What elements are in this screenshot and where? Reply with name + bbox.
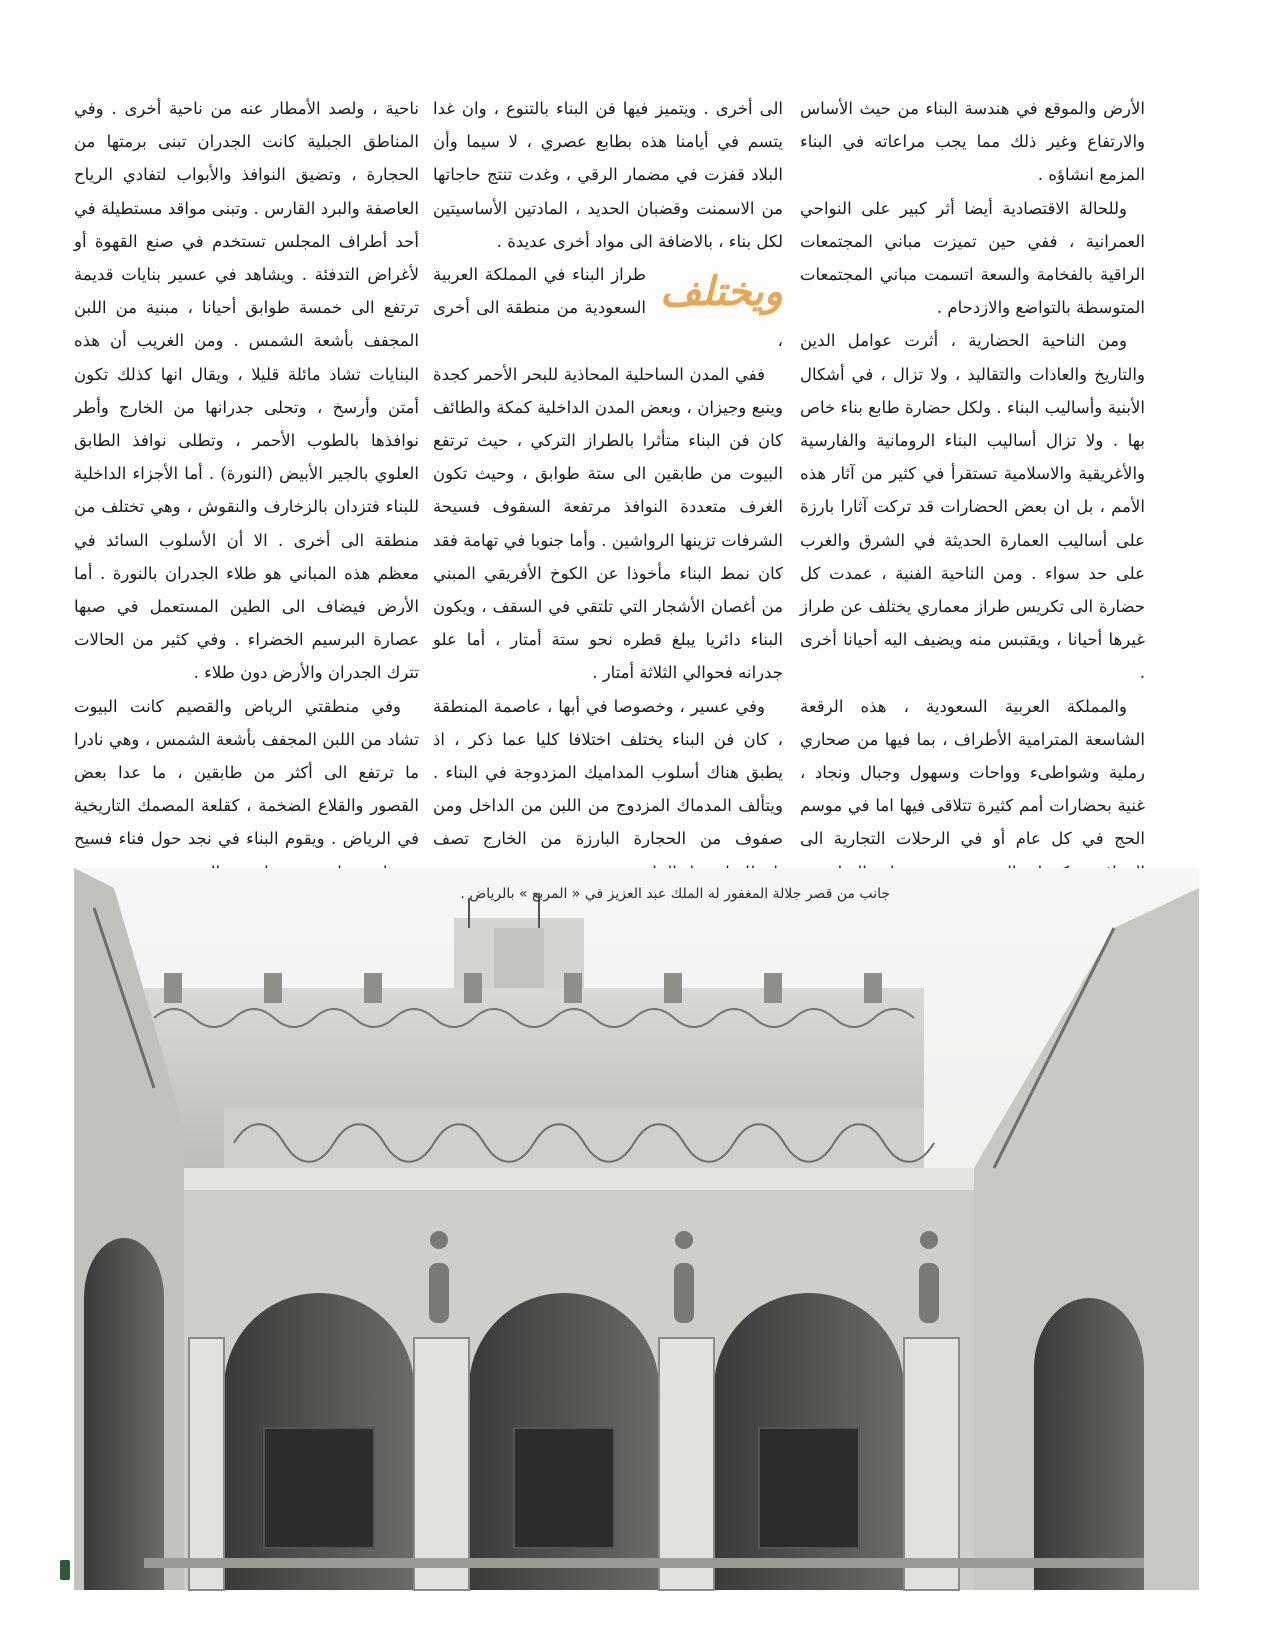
- lead-text: طراز البناء في المملكة العربية السعودية من منطقة الى أخرى ،: [433, 265, 783, 351]
- palace-courtyard-photo: [74, 868, 1199, 1590]
- text-column-right: [800, 92, 1145, 852]
- drop-word-heading: ويختلف: [660, 268, 783, 316]
- paragraph: ناحية ، ولصد الأمطار عنه من ناحية أخرى . وفي المناطق الجبلية كانت الجدران تبنى برمتها من الحجارة ، وتضيق النوافذ والأبواب لتفادي الرياح العاصفة والبرد القارس . وتبنى مواقد مستطيلة في أحد أطراف المجلس تستخدم في صنع القهوة أو لأغراض التدفئة . ويشاهد في عسير بنايات قديمة ترتفع الى خمسة طوابق أحيانا ، مبنية من اللبن المجفف بأشعة الشمس . ومن الغريب أن هذه البنايات تشاد مائلة قليلا ، ويقال انها كذلك تكون أمتن وأرسخ ، وتحلى جدرانها من الخارج وأطر نوافذها بالطوب الأحمر ، وتطلى نوافذ الطابق العلوي بالجير الأبيض (النورة) . أما الأجزاء الداخلية للبناء فتزدان بالزخارف والنقوش ، وهي تختلف من منطقة الى أخرى . الا أن الأسلوب السائد في معظم هذه المباني هو طلاء الجدران بالنورة . أما الأرض فيضاف الى الطين المستعمل في صبها عصارة البرسيم الخضراء . وفي كثير من الحالات تترك الجدران والأرض دون طلاء .: [74, 99, 419, 683]
- text-column-middle: [433, 92, 783, 852]
- paragraph: وفي منطقتي الرياض والقصيم كانت البيوت تشاد من اللبن المجفف بأشعة الشمس ، وهي نادرا ما ترتفع الى أكثر من طابقين ، ما عدا بعض القصور والقلاع الضخمة ، كقلعة المصمك التاريخية في الرياض . ويقوم البناء في نجد حول فناء فسيح: [74, 696, 419, 849]
- text-column-left: [74, 92, 419, 852]
- photo-illustration: [74, 868, 1199, 1590]
- photo-caption: جانب من قصر جلالة المغفور له الملك عبد العزيز في « المربع » بالرياض .: [460, 886, 890, 902]
- paragraph: وللحالة الاقتصادية أيضا أثر كبير على النواحي العمرانية ، ففي حين تميزت مباني المجتمعات الراقية بالفخامة والسعة اتسمت مباني المجتمعات المتوسطة بالتواضع والازدحام .: [800, 198, 1145, 318]
- paragraph: ففي المدن الساحلية المحاذية للبحر الأحمر كجدة وينبع وجيزان ، وبعض المدن الداخلية كمكة والطائف كان فن البناء متأثرا بالطراز التركي ، حيث ترتفع البيوت من طابقين الى ستة طوابق ، وحيث تكون الغرف متعددة النوافذ مرتفعة السقوف فسيحة الشرفات تزينها الرواشين . وأما جنوبا في تهامة فقد كان نمط البناء مأخوذا عن الكوخ الأفريقي المبني من أغصان الأشجار التي تلتقي في السقف ، ويكون البناء دائريا يبلغ قطره نحو ستة أمتار ، أما علو جدرانه فحوالي الثلاثة أمتار .: [433, 364, 783, 683]
- paragraph: الأرض والموقع في هندسة البناء من حيث الأساس والارتفاع وغير ذلك مما يجب مراعاته في البناء المزمع انشاؤه .: [800, 99, 1145, 185]
- page-margin-mark: [60, 1560, 70, 1580]
- paragraph: الى أخرى . ويتميز فيها فن البناء بالتنوع ، وان غدا يتسم في أيامنا هذه بطابع عصري ، لا سيما وأن البلاد قفزت في مضمار الرقي ، وغدت تنتج حاجاتها من الاسمنت وقضبان الحديد ، المادتين الأساسيتين لكل بناء ، بالاضافة الى مواد أخرى عديدة .: [433, 99, 783, 251]
- paragraph: والمملكة العربية السعودية ، هذه الرقعة الشاسعة المترامية الأطراف ، بما فيها من صحاري رملية وشواطىء وواحات وسهول وجبال ونجاد ، غنية بحضارات أمم كثيرة تتلاقى فيها اما في موسم الحج في كل عام أو في الرحلات التجارية الى: [800, 696, 1145, 849]
- lead-paragraph: [433, 258, 783, 358]
- paragraph: وفي عسير ، وخصوصا في أبها ، عاصمة المنطقة ، كان فن البناء يختلف اختلافا كليا عما ذكر ، اذ يطبق هناك أسلوب المداميك المزدوجة في البناء . ويتألف المدماك المزدوج من اللبن من الداخل ومن صفوف من الحجارة البارزة من الخارج تصف: [433, 696, 783, 849]
- paragraph: ومن الناحية الحضارية ، أثرت عوامل الدين والتاريخ والعادات والتقاليد ، ولا تزال ، في أشكال الأبنية وأساليب البناء . ولكل حضارة طابع بناء خاص بها . ولا تزال أساليب البناء الرومانية والفارسية والأغريقية والاسلامية تستقرأ في كثير من آثار هذه الأمم ، بل ان بعض الحضارات قد تركت آثارا بارزة على أساليب العمارة الحديثة في الشرق والغرب على حد سواء . ومن الناحية الفنية ، عمدت كل حضارة الى تكريس طراز معماري يختلف عن طراز غيرها أحيانا ، ويقتبس منه ويضيف اليه أحيانا أخرى .: [800, 331, 1145, 683]
